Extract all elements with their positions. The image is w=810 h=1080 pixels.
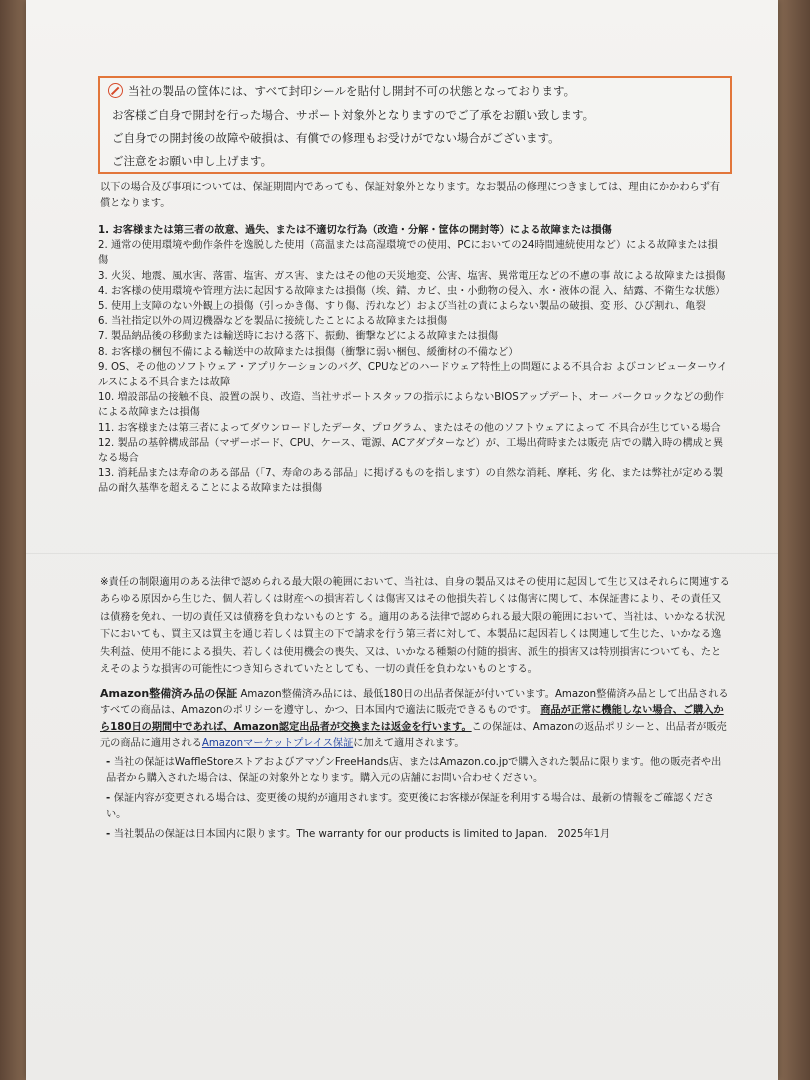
notice-line-4: ご注意をお願い申し上げます。	[112, 154, 273, 168]
amazon-warranty-emphasis: 商品が正常に機能しない場合、ご購入から180日の期間中であれば、Amazon認定出品者が交換または返金を行います。	[100, 705, 724, 733]
amazon-renewed-warranty-section	[100, 686, 730, 753]
notice-line-1: 当社の製品の筐体には、すべて封印シールを貼付し開封不可の状態となっております。	[128, 84, 576, 98]
warranty-notes-list	[106, 755, 730, 847]
amazon-warranty-text-3: に加えて適用されます。	[353, 738, 465, 750]
exclusion-item-10: 10. 増設部品の接触不良、設置の誤り、改造、当社サポートスタッフの指示によらないBIOSアップデート、オー バークロックなどの動作による故障または損傷	[98, 392, 724, 419]
notice-line-3: ご自身での開封後の故障や破損は、有償での修理もお受けがでない場合がございます。	[112, 131, 560, 145]
amazon-marketplace-guarantee-link[interactable]: Amazonマーケットプレイス保証	[201, 738, 354, 750]
exclusion-item-13: 13. 消耗品または寿命のある部品（「7、寿命のある部品」に掲げるものを指します）の自然な消耗、摩耗、劣 化、または弊社が定める製品の耐久基準を超えることによる故障または損傷	[98, 468, 724, 495]
paper-fold-crease	[26, 553, 778, 554]
amazon-renewed-warranty-title: Amazon整備済み品の保証	[100, 687, 238, 700]
warranty-note-japan-only: - 当社製品の保証は日本国内に限ります。The warranty for our products is limited to Japan. 2025年1月	[106, 827, 730, 843]
exclusion-intro-text: 以下の場合及び事項については、保証期間内であっても、保証対象外となります。なお製品の修理につきましては、理由にかかわらず有償となります。	[100, 182, 721, 209]
exclusion-item-7: 7. 製品納品後の移動または輸送時における落下、振動、衝撃などによる故障または損傷	[98, 331, 499, 343]
notice-line-2: お客様ご自身で開封を行った場合、サポート対象外となりますのでご了承をお願い致します。	[112, 108, 595, 122]
exclusion-list	[98, 223, 728, 497]
exclusion-item-1: 1. お客様または第三者の故意、過失、または不適切な行為（改造・分解・筐体の開封等）による故障または損傷	[98, 225, 612, 236]
exclusion-item-6: 6. 当社指定以外の周辺機器などを製品に接続したことによる故障または損傷	[98, 316, 448, 328]
sealed-case-notice-box	[98, 76, 732, 174]
exclusion-item-12: 12. 製品の基幹構成部品（マザーボード、CPU、ケース、電源、ACアダプターなど）が、工場出荷時または販売 店での購入時の構成と異なる場合	[98, 437, 724, 465]
amazon-warranty-text-2: この保証は、Amazonの返品ポリシーと、出品者が販売元の商品に適用される	[100, 721, 727, 750]
liability-disclaimer: ※責任の制限適用のある法律で認められる最大限の範囲において、当社は、自身の製品又はその使用に起因して生じ又はそれらに関連するあらゆる原因から生じた、個人若しくは財産への損害若しくは傷害又はその他損失若しくは傷害に関して、本保証書により、その責任又は債務を免れ、一切の責任又は債務を負わないものとす る。適用のある法律で認められる最大限の範囲において、当社は、いかなる状況下においても、買主又は買主を通じ若しくは買主の下で請求を行う第三者に対して、本製品に起因若しくは関連して生じた、いかなる逸失利益、使用不能による損失、若しくは使用機会の喪失、又は、いかなる種類の付随的損害、派生的損害又は特別損害についても、たとえそのような損害の可能性につき知らされていたとしても、一切の責任を負わないものとする。	[100, 577, 730, 676]
exclusion-item-9: 9. OS、その他のソフトウェア・アプリケーションのバグ、CPUなどのハードウェア特性上の問題による不具合お よびコンピューターウイルスによる不具合または故障	[98, 361, 728, 389]
exclusion-item-11: 11. お客様または第三者によってダウンロードしたデータ、プログラム、またはその他のソフトウェアによって 不具合が生じている場合	[98, 422, 721, 434]
warranty-document-page	[26, 0, 778, 1080]
warranty-note-store: - 当社の保証はWaffleStoreストアおよびアマゾンFreeHands店、またはAmazon.co.jpで購入された製品に限ります。他の販売者や出品者から購入された場合は、保証の対象外となります。購入元の店舗にお問い合わせください。	[106, 755, 730, 787]
amazon-warranty-text-1: Amazon整備済み品には、最低180日の出品者保証が付いています。Amazon整備済み品として出品されるすべての商品は、Amazonのポリシーを遵守し、かつ、日本国内で適法に販売できるものです。	[100, 689, 729, 717]
exclusion-item-8: 8. お客様の梱包不備による輸送中の故障または損傷（衝撃に弱い梱包、緩衝材の不備など）	[98, 346, 519, 358]
exclusion-item-4: 4. お客様の使用環境や管理方法に起因する故障または損傷（埃、錆、カビ、虫・小動物の侵入、水・液体の混 入、結露、不衛生な状態）	[98, 285, 726, 297]
prohibited-hand-icon	[108, 83, 123, 98]
table-surface-right	[774, 0, 810, 1080]
exclusion-item-2: 2. 通常の使用環境や動作条件を逸脱した使用（高温または高湿環境での使用、PCにおいての24時間連続使用など）による故障または損傷	[98, 240, 718, 267]
exclusion-item-5: 5. 使用上支障のない外観上の損傷（引っかき傷、すり傷、汚れなど）および当社の責によらない製品の破損、変 形、ひび割れ、亀裂	[98, 301, 706, 313]
warranty-note-changes: - 保証内容が変更される場合は、変更後の規約が適用されます。変更後にお客様が保証を利用する場合は、最新の情報をご確認ください。	[106, 791, 730, 823]
exclusion-item-3: 3. 火災、地震、風水害、落雷、塩害、ガス害、またはその他の天災地変、公害、塩害、異常電圧などの不慮の事 故による故障または損傷	[98, 270, 726, 282]
